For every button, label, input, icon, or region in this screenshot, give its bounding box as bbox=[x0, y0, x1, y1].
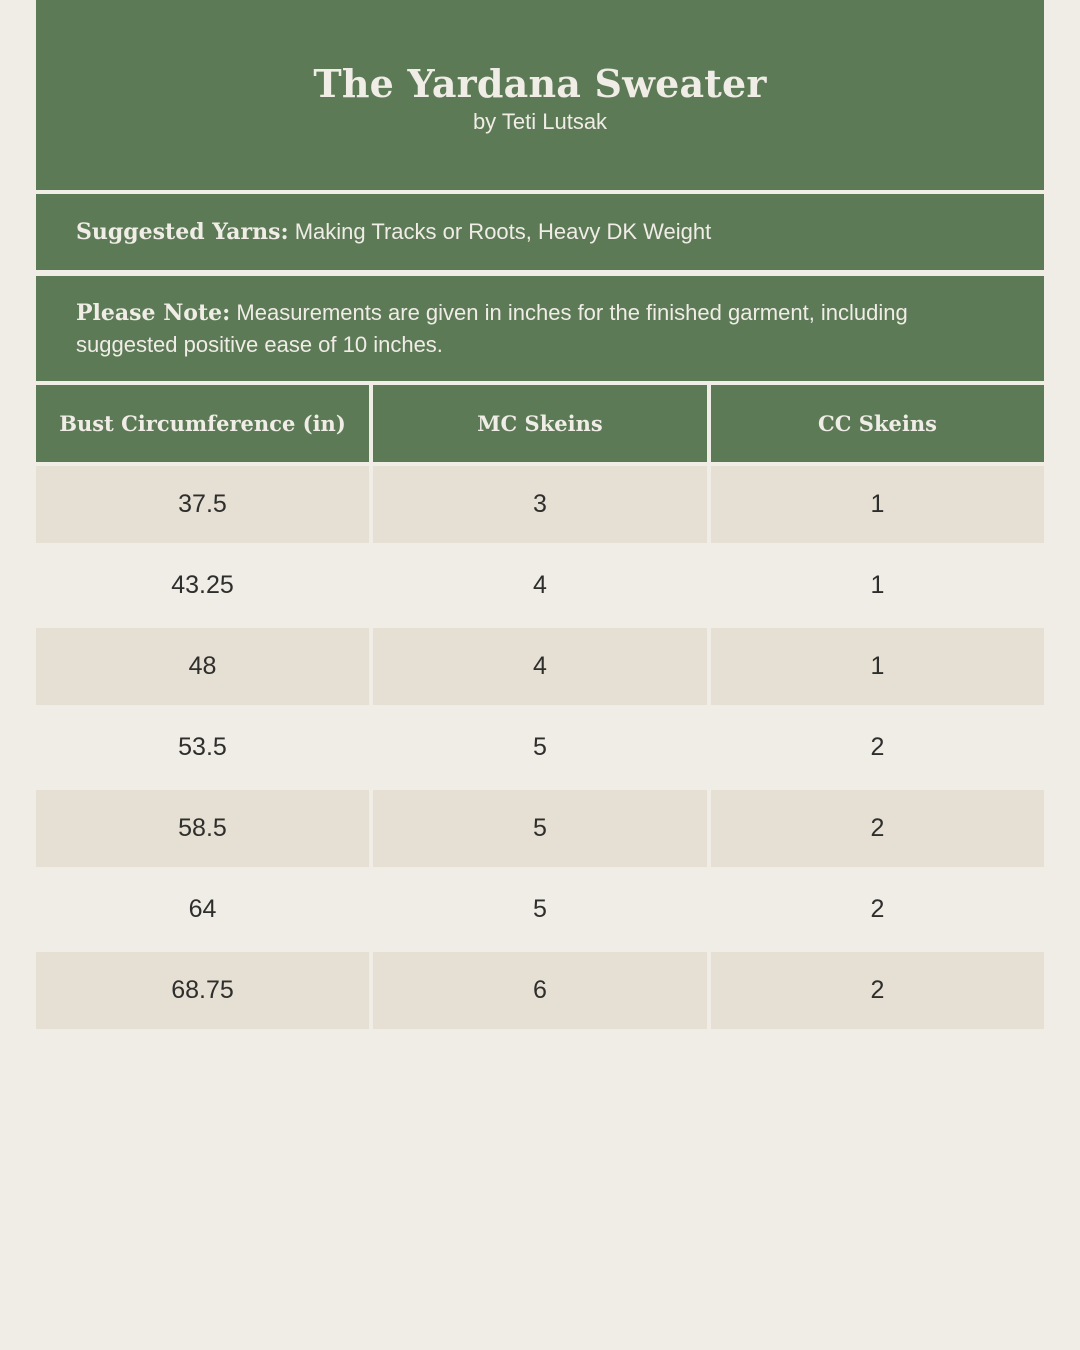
cell-cc-skeins: 2 bbox=[709, 869, 1044, 950]
cell-mc-skeins: 4 bbox=[371, 626, 709, 707]
yardage-table bbox=[36, 385, 1044, 1033]
please-note-text: Measurements are given in inches for the finished garment, including suggested positive ease of 10 inches. bbox=[76, 300, 908, 357]
table-row bbox=[36, 464, 1044, 545]
table-row bbox=[36, 788, 1044, 869]
suggested-yarns-banner bbox=[36, 194, 1044, 270]
cell-cc-skeins: 1 bbox=[709, 545, 1044, 626]
cell-cc-skeins: 2 bbox=[709, 788, 1044, 869]
cell-mc-skeins: 3 bbox=[371, 464, 709, 545]
table-header-row bbox=[36, 385, 1044, 464]
table-row bbox=[36, 545, 1044, 626]
cell-bust: 64 bbox=[36, 869, 371, 950]
designer-byline: by Teti Lutsak bbox=[472, 109, 608, 134]
cell-bust: 68.75 bbox=[36, 950, 371, 1031]
please-note-label: Please Note: bbox=[76, 300, 231, 326]
cell-bust: 58.5 bbox=[36, 788, 371, 869]
cell-bust: 53.5 bbox=[36, 707, 371, 788]
pattern-title: The Yardana Sweater bbox=[313, 61, 767, 106]
title-banner bbox=[36, 0, 1044, 190]
cell-mc-skeins: 5 bbox=[371, 707, 709, 788]
cell-cc-skeins: 1 bbox=[709, 626, 1044, 707]
header-cc-skeins: CC Skeins bbox=[709, 385, 1044, 464]
cell-cc-skeins: 2 bbox=[709, 950, 1044, 1031]
cell-bust: 48 bbox=[36, 626, 371, 707]
cell-cc-skeins: 1 bbox=[709, 464, 1044, 545]
cell-mc-skeins: 5 bbox=[371, 788, 709, 869]
cell-mc-skeins: 6 bbox=[371, 950, 709, 1031]
cell-mc-skeins: 5 bbox=[371, 869, 709, 950]
cell-bust: 43.25 bbox=[36, 545, 371, 626]
cell-cc-skeins: 2 bbox=[709, 707, 1044, 788]
please-note-banner bbox=[36, 276, 1044, 381]
cell-mc-skeins: 4 bbox=[371, 545, 709, 626]
table-row bbox=[36, 626, 1044, 707]
header-mc-skeins: MC Skeins bbox=[371, 385, 709, 464]
pattern-sheet bbox=[36, 0, 1044, 1033]
table-row bbox=[36, 950, 1044, 1031]
suggested-yarns-text: Making Tracks or Roots, Heavy DK Weight bbox=[294, 219, 712, 244]
suggested-yarns-label: Suggested Yarns: bbox=[76, 219, 289, 245]
cell-bust: 37.5 bbox=[36, 464, 371, 545]
table-row bbox=[36, 869, 1044, 950]
table-row bbox=[36, 707, 1044, 788]
header-bust-circumference: Bust Circumference (in) bbox=[36, 385, 371, 464]
